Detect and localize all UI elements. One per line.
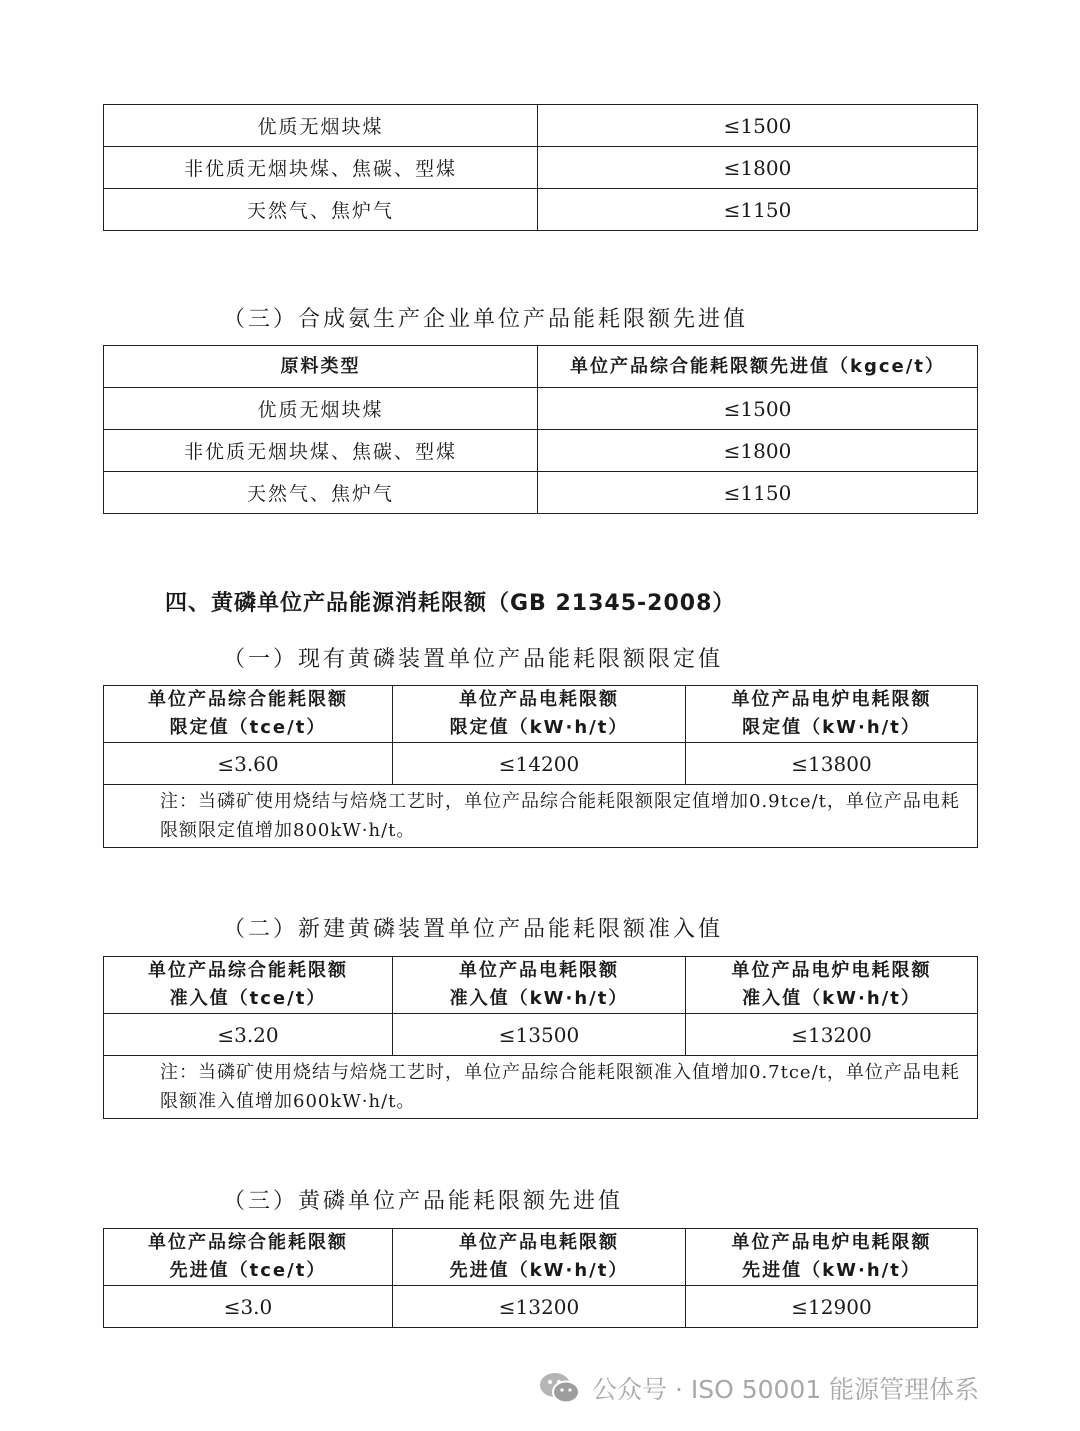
- table-row: [104, 189, 978, 231]
- advanced-value-heading: （三）黄磷单位产品能耗限额先进值: [223, 1189, 624, 1214]
- table-row: [104, 430, 978, 472]
- value-cell: ≤1500: [538, 105, 978, 147]
- value-cell: ≤13800: [686, 743, 978, 785]
- header-line: 单位产品综合能耗限额: [148, 960, 348, 981]
- header-line: 限定值（kW·h/t）: [449, 717, 629, 738]
- material-cell: 优质无烟块煤: [104, 388, 538, 430]
- value-cell: ≤12900: [686, 1286, 978, 1328]
- table-row: [104, 105, 978, 147]
- value-cell: ≤1800: [538, 430, 978, 472]
- header-line: 单位产品电耗限额: [459, 960, 619, 981]
- table-header-row: [104, 957, 978, 1014]
- ammonia-advanced-heading: （三）合成氨生产企业单位产品能耗限额先进值: [223, 307, 749, 332]
- existing-limit-heading: （一）现有黄磷装置单位产品能耗限额限定值: [223, 647, 724, 672]
- table-row: [104, 388, 978, 430]
- ammonia-advanced-table: [103, 345, 978, 514]
- existing-limit-table: [103, 685, 978, 848]
- value-cell: ≤3.60: [104, 743, 393, 785]
- value-cell: ≤1500: [538, 388, 978, 430]
- header-line: 准入值（kW·h/t）: [449, 988, 629, 1009]
- value-cell: ≤14200: [393, 743, 686, 785]
- header-line: 准入值（kW·h/t）: [742, 988, 921, 1009]
- value-cell: ≤13500: [393, 1014, 686, 1056]
- header-line: 准入值（tce/t）: [169, 988, 327, 1009]
- watermark-text: 公众号 · ISO 50001 能源管理体系: [592, 1375, 980, 1404]
- material-cell: 优质无烟块煤: [104, 105, 538, 147]
- header-line: 单位产品综合能耗限额: [148, 1232, 348, 1253]
- table-header-row: [104, 1229, 978, 1286]
- value-cell: ≤3.20: [104, 1014, 393, 1056]
- table-note: 注：当磷矿使用烧结与焙烧工艺时，单位产品综合能耗限额限定值增加0.9tce/t，单位产品电耗限额限定值增加800kW·h/t。: [104, 785, 978, 848]
- header-line: 单位产品电炉电耗限额: [731, 689, 932, 710]
- table-row: [104, 147, 978, 189]
- note-row: [104, 1056, 978, 1119]
- new-entry-table: [103, 956, 978, 1119]
- yellow-phosphorus-section-heading: 四、黄磷单位产品能源消耗限额（GB 21345-2008）: [165, 591, 736, 616]
- column-header: [393, 686, 686, 743]
- header-line: 先进值（tce/t）: [169, 1260, 327, 1281]
- table-row: [104, 743, 978, 785]
- value-cell: ≤1150: [538, 472, 978, 514]
- advanced-value-table: [103, 1228, 978, 1328]
- column-header: [393, 1229, 686, 1286]
- material-cell: 非优质无烟块煤、焦碳、型煤: [104, 147, 538, 189]
- header-line: 单位产品电耗限额: [459, 689, 619, 710]
- value-cell: ≤1150: [538, 189, 978, 231]
- column-header: [104, 1229, 393, 1286]
- column-header: 原料类型: [104, 346, 538, 388]
- table-note: 注：当磷矿使用烧结与焙烧工艺时，单位产品综合能耗限额准入值增加0.7tce/t，单位产品电耗限额准入值增加600kW·h/t。: [104, 1056, 978, 1119]
- table-header-row: [104, 346, 978, 388]
- table-header-row: [104, 686, 978, 743]
- header-line: 先进值（kW·h/t）: [742, 1260, 921, 1281]
- header-line: 单位产品电炉电耗限额: [731, 960, 932, 981]
- header-line: 先进值（kW·h/t）: [449, 1260, 629, 1281]
- note-row: [104, 785, 978, 848]
- column-header: [686, 957, 978, 1014]
- top-energy-table: [103, 104, 978, 231]
- material-cell: 天然气、焦炉气: [104, 189, 538, 231]
- header-line: 单位产品电炉电耗限额: [731, 1232, 932, 1253]
- new-entry-heading: （二）新建黄磷装置单位产品能耗限额准入值: [223, 917, 724, 942]
- column-header: [104, 957, 393, 1014]
- table-row: [104, 1286, 978, 1328]
- wechat-icon: [538, 1371, 582, 1405]
- value-cell: ≤13200: [393, 1286, 686, 1328]
- table-row: [104, 472, 978, 514]
- value-cell: ≤1800: [538, 147, 978, 189]
- column-header: [393, 957, 686, 1014]
- table-row: [104, 1014, 978, 1056]
- material-cell: 非优质无烟块煤、焦碳、型煤: [104, 430, 538, 472]
- column-header: [686, 686, 978, 743]
- value-cell: ≤3.0: [104, 1286, 393, 1328]
- material-cell: 天然气、焦炉气: [104, 472, 538, 514]
- header-line: 单位产品电耗限额: [459, 1232, 619, 1253]
- column-header: [686, 1229, 978, 1286]
- wechat-watermark: [538, 1370, 979, 1406]
- header-line: 限定值（kW·h/t）: [742, 717, 921, 738]
- value-cell: ≤13200: [686, 1014, 978, 1056]
- header-line: 限定值（tce/t）: [169, 717, 327, 738]
- column-header: 单位产品综合能耗限额先进值（kgce/t）: [538, 346, 978, 388]
- header-line: 单位产品综合能耗限额: [148, 689, 348, 710]
- column-header: [104, 686, 393, 743]
